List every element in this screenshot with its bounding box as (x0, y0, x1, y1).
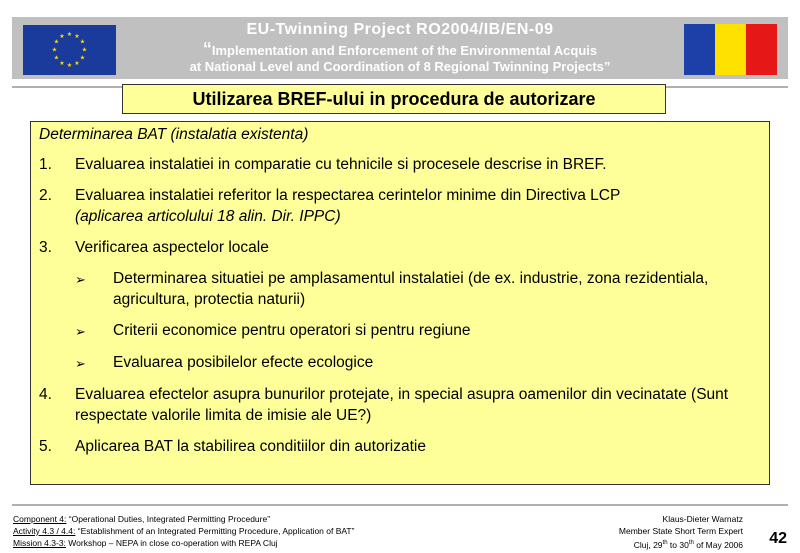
arrow-bullet-icon: ➢ (75, 272, 86, 287)
author-name: Klaus-Dieter Warnatz (662, 514, 743, 524)
list-item (39, 384, 761, 426)
svg-text:★: ★ (53, 54, 60, 62)
item-text-italic: (aplicarea articolului 18 alin. Dir. IPPC) (75, 208, 341, 225)
page-number: 42 (769, 530, 787, 547)
project-subtitle (132, 41, 668, 75)
list-item (39, 185, 761, 227)
author-role: Member State Short Term Expert (618, 526, 743, 536)
footer-info (13, 513, 354, 549)
svg-text:★: ★ (59, 33, 65, 40)
item-text (75, 185, 761, 227)
svg-text:★: ★ (51, 46, 58, 54)
list-item (39, 436, 761, 457)
svg-text:★: ★ (74, 60, 80, 67)
svg-text:★: ★ (74, 33, 80, 40)
sub-list-item (75, 268, 761, 310)
sub-list-item (75, 320, 761, 342)
eu-flag-icon (23, 25, 116, 75)
subtitle-line2: at National Level and Coordination of 8 Regional Twinning Projects” (189, 59, 611, 74)
item-text: Evaluarea instalatiei in comparatie cu tehnicile si procesele descrise in BREF. (75, 156, 607, 173)
item-number: 5. (39, 438, 52, 455)
romania-flag-icon (684, 24, 777, 75)
component-label: Component 4: (13, 514, 67, 524)
project-header (12, 17, 788, 79)
arrow-bullet-icon: ➢ (75, 356, 86, 371)
item-number: 2. (39, 187, 52, 204)
activity-label: Activity 4.3 / 4.4: (13, 526, 76, 536)
list-item (39, 154, 761, 175)
arrow-bullet-icon: ➢ (75, 324, 86, 339)
content-box (30, 121, 770, 485)
item-text: Verificarea aspectelor locale (75, 239, 269, 256)
event-date: Cluj, 29th to 30th of May 2006 (633, 539, 743, 550)
svg-text:★: ★ (66, 62, 73, 69)
activity-text: “Establishment of an Integrated Permitting Procedure, Application of BAT” (75, 526, 355, 536)
subtitle-line1: Implementation and Enforcement of the Environmental Acquis (211, 43, 598, 58)
bottom-divider (12, 504, 788, 506)
item-text-main: Evaluarea instalatiei referitor la respectarea cerintelor minime din Directiva LCP (75, 187, 621, 204)
sub-item-text: Determinarea situatiei pe amplasamentul instalatiei (de ex. industrie, zona rezidentiala, agricultura, protectia naturii) (113, 270, 709, 308)
svg-text:★: ★ (53, 38, 60, 46)
sub-item-text: Evaluarea posibilelor efecte ecologice (113, 354, 374, 371)
svg-text:★: ★ (79, 54, 86, 62)
item-text: Aplicarea BAT la stabilirea conditiilor din autorizatie (75, 438, 426, 455)
svg-text:★: ★ (79, 38, 86, 46)
sub-list-item (75, 352, 761, 374)
mission-text: Workshop – NEPA in close co-operation with REPA Cluj (65, 538, 278, 548)
item-number: 1. (39, 156, 52, 173)
svg-text:★: ★ (81, 46, 88, 54)
svg-text:★: ★ (59, 60, 65, 67)
sub-item-text: Criterii economice pentru operatori si pentru regiune (113, 322, 471, 339)
item-number: 4. (39, 386, 52, 403)
section-heading: Determinarea BAT (instalatia existenta) (39, 126, 309, 143)
list-item (39, 237, 761, 258)
project-title: EU-Twinning Project RO2004/IB/EN-09 (246, 21, 554, 38)
slide-title: Utilizarea BREF-ului in procedura de autorizare (122, 84, 666, 114)
component-text: “Operational Duties, Integrated Permitting Procedure” (66, 514, 271, 524)
item-text: Evaluarea efectelor asupra bunurilor protejate, in special asupra oamenilor din vecinatate (Sunt respectate valorile limita de imisie ale UE?) (75, 386, 729, 424)
item-number: 3. (39, 239, 52, 256)
svg-text:★: ★ (66, 31, 73, 38)
subtitle-quote: “ (202, 39, 212, 59)
footer-author (543, 513, 743, 551)
mission-label: Mission 4.3-3: (13, 538, 66, 548)
